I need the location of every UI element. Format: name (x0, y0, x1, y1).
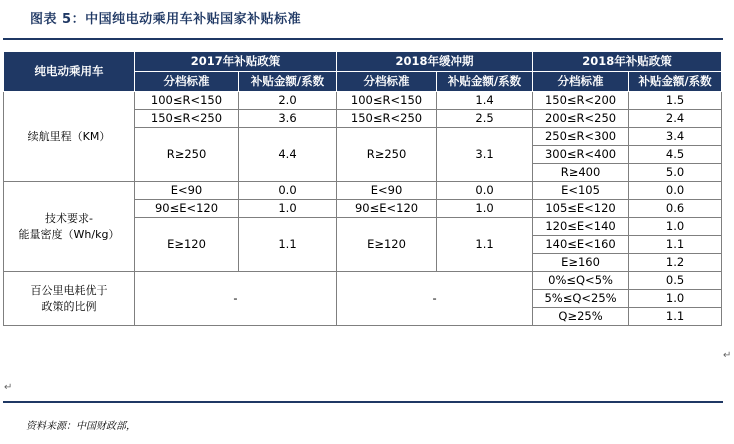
cell-dash-2017: - (135, 272, 337, 326)
cell-amt: 1.0 (629, 218, 722, 236)
subsidy-table (3, 51, 722, 326)
cell-amt: 4.4 (239, 128, 337, 182)
paragraph-mark: ↵ (4, 382, 13, 393)
cell-std: E≥120 (135, 218, 239, 272)
period-header-buffer: 2018年缓冲期 (337, 52, 533, 72)
sub-header-amt: 补贴金额/系数 (239, 72, 337, 92)
cell-std: Q≥25% (533, 308, 629, 326)
cell-std: 100≤R<150 (337, 92, 437, 110)
sub-header-amt: 补贴金额/系数 (629, 72, 722, 92)
cell-amt: 1.1 (437, 218, 533, 272)
cell-dash-buffer: - (337, 272, 533, 326)
cell-std: 200≤R<250 (533, 110, 629, 128)
cell-amt: 0.0 (437, 182, 533, 200)
cell-std: 105≤E<120 (533, 200, 629, 218)
cell-std: R≥400 (533, 164, 629, 182)
cell-std: 150≤R<250 (135, 110, 239, 128)
sub-header-std: 分档标准 (135, 72, 239, 92)
cell-std: 120≤E<140 (533, 218, 629, 236)
cell-amt: 1.0 (239, 200, 337, 218)
cell-amt: 1.4 (437, 92, 533, 110)
cell-std: 150≤R<200 (533, 92, 629, 110)
cell-std: E≥160 (533, 254, 629, 272)
cell-amt: 1.1 (239, 218, 337, 272)
energy-label-line1: 技术要求- (45, 211, 93, 225)
figure-title: 图表 5：中国纯电动乘用车补贴国家补贴标准 (30, 12, 302, 27)
bottom-divider (3, 401, 723, 403)
cell-amt: 3.6 (239, 110, 337, 128)
cell-std: 150≤R<250 (337, 110, 437, 128)
cell-std: R≥250 (135, 128, 239, 182)
cell-std: R≥250 (337, 128, 437, 182)
cell-std: 300≤R<400 (533, 146, 629, 164)
period-header-2018: 2018年补贴政策 (533, 52, 722, 72)
range-row-label: 续航里程（KM） (4, 92, 135, 182)
cell-std: E<90 (135, 182, 239, 200)
energy-label-line2: 能量密度（Wh/kg） (18, 227, 120, 241)
cell-amt: 0.0 (629, 182, 722, 200)
period-header-2017: 2017年补贴政策 (135, 52, 337, 72)
cell-amt: 1.2 (629, 254, 722, 272)
consumption-label-line1: 百公里电耗优于 (30, 283, 108, 297)
sub-header-std: 分档标准 (337, 72, 437, 92)
source-note: 资料来源：中国财政部， (26, 421, 136, 432)
cell-std: 250≤R<300 (533, 128, 629, 146)
cell-amt: 1.0 (437, 200, 533, 218)
sub-header-amt: 补贴金额/系数 (437, 72, 533, 92)
cell-amt: 2.4 (629, 110, 722, 128)
cell-std: 5%≤Q<25% (533, 290, 629, 308)
cell-std: E<90 (337, 182, 437, 200)
cell-std: 100≤R<150 (135, 92, 239, 110)
sub-header-std: 分档标准 (533, 72, 629, 92)
consumption-row-label (4, 272, 135, 326)
cell-amt: 1.5 (629, 92, 722, 110)
title-divider (3, 38, 723, 40)
paragraph-mark: ↵ (723, 350, 732, 361)
row-label-header: 纯电动乘用车 (4, 52, 135, 92)
cell-amt: 0.0 (239, 182, 337, 200)
cell-amt: 0.5 (629, 272, 722, 290)
cell-amt: 2.5 (437, 110, 533, 128)
cell-amt: 3.4 (629, 128, 722, 146)
consumption-label-line2: 政策的比例 (41, 299, 97, 313)
cell-amt: 4.5 (629, 146, 722, 164)
cell-amt: 0.6 (629, 200, 722, 218)
cell-std: E<105 (533, 182, 629, 200)
cell-std: 140≤E<160 (533, 236, 629, 254)
cell-amt: 5.0 (629, 164, 722, 182)
cell-amt: 1.0 (629, 290, 722, 308)
energy-row-label (4, 182, 135, 272)
cell-amt: 3.1 (437, 128, 533, 182)
cell-amt: 1.1 (629, 236, 722, 254)
cell-std: 90≤E<120 (135, 200, 239, 218)
cell-std: E≥120 (337, 218, 437, 272)
cell-amt: 1.1 (629, 308, 722, 326)
cell-std: 0%≤Q<5% (533, 272, 629, 290)
cell-std: 90≤E<120 (337, 200, 437, 218)
cell-amt: 2.0 (239, 92, 337, 110)
